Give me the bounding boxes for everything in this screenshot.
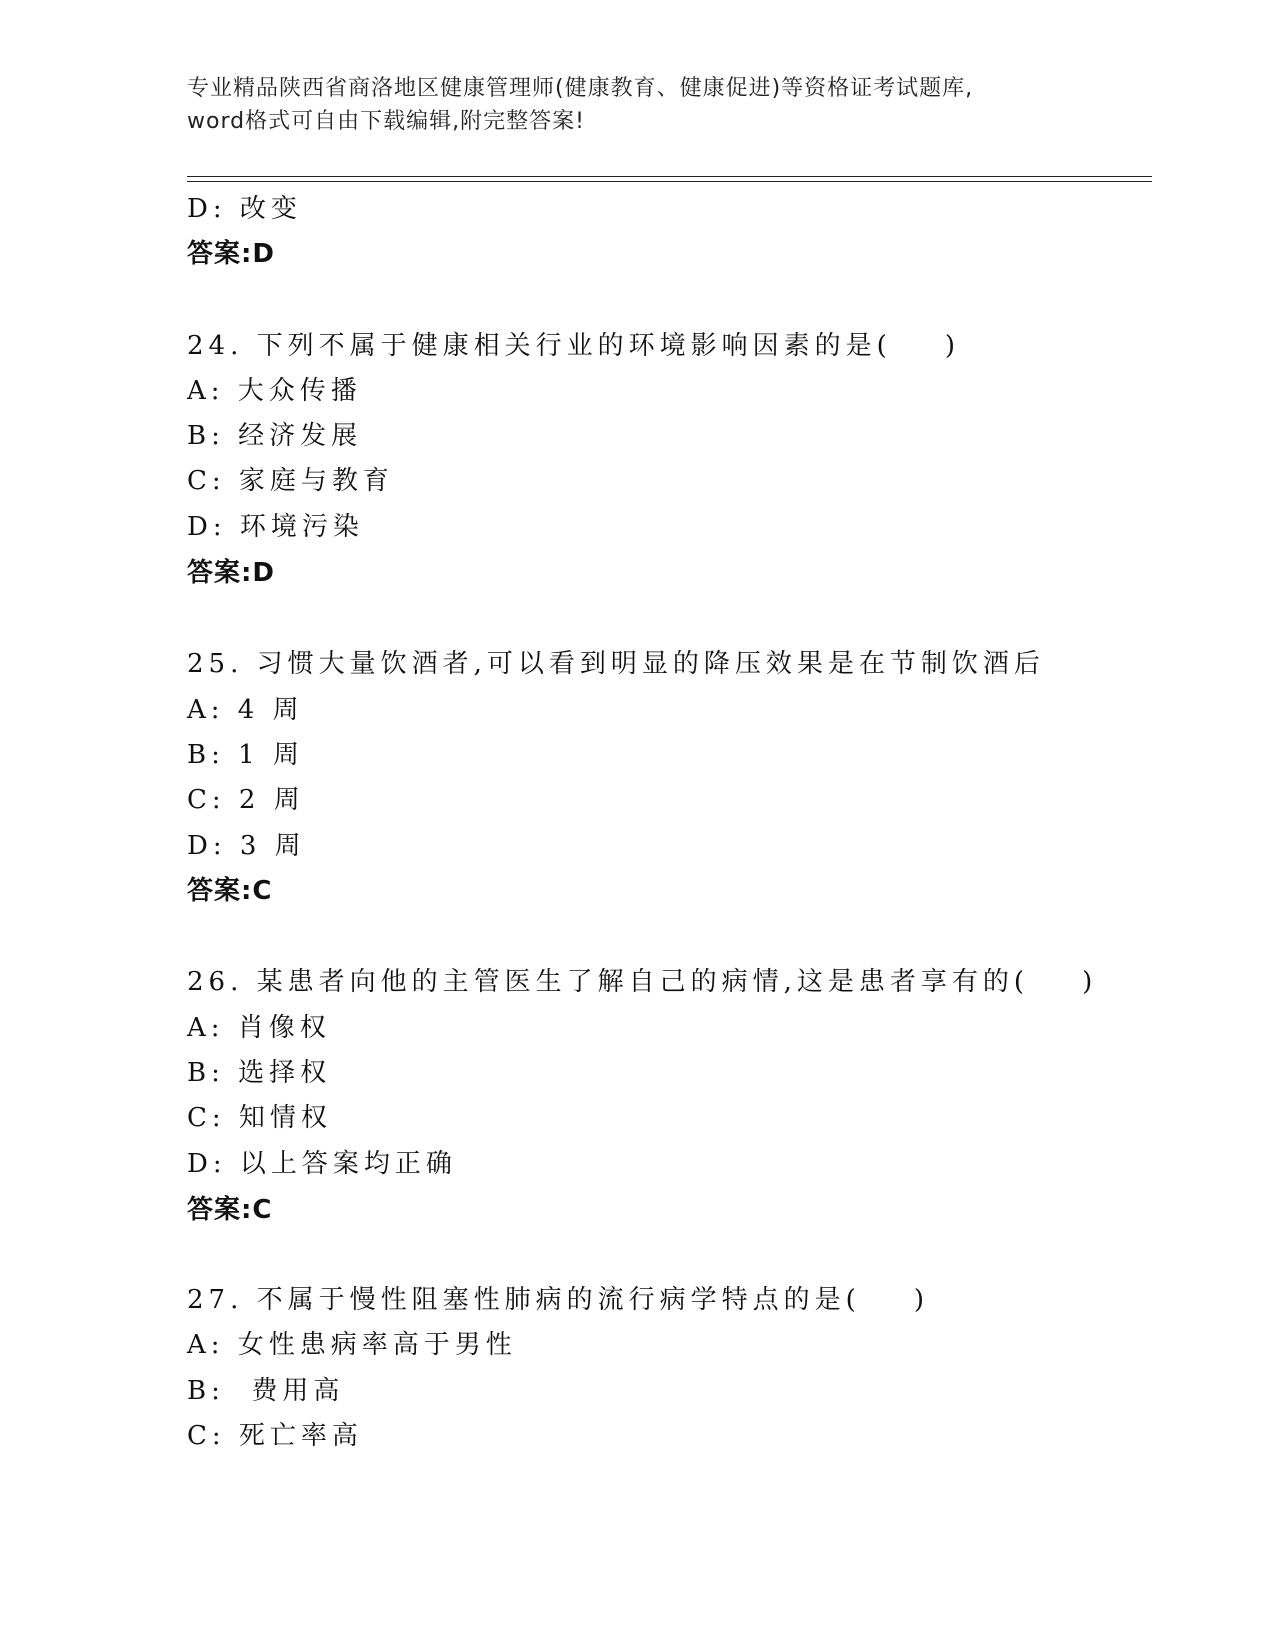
question-25-option-b: B: 1 周 [187,740,304,770]
question-26-option-c: C: 知情权 [187,1103,332,1133]
question-24-answer: 答案:D [187,558,275,588]
prev-answer: 答案:D [187,239,275,269]
question-25-option-c: C: 2 周 [187,785,305,815]
question-24-option-b: B: 经济发展 [187,421,363,451]
question-26-option-a: A: 肖像权 [187,1013,331,1043]
question-27-option-c: C: 死亡率高 [187,1421,363,1451]
document-header [187,72,1087,138]
question-27-option-a: A: 女性患病率高于男性 [187,1330,517,1360]
question-25-stem: 25. 习惯大量饮酒者,可以看到明显的降压效果是在节制饮酒后 [187,649,1045,679]
prev-option-d: D: 改变 [187,194,302,224]
header-line-1: 专业精品陕西省商洛地区健康管理师(健康教育、健康促进)等资格证考试题库, [187,76,974,101]
question-26-answer: 答案:C [187,1195,273,1225]
question-25-answer: 答案:C [187,876,273,906]
question-25-option-a: A: 4 周 [187,695,304,725]
question-25-option-d: D: 3 周 [187,831,306,861]
header-line-2: word格式可自由下载编辑,附完整答案! [187,109,585,134]
header-divider-top [187,176,1152,177]
question-27-option-b: B: 费用高 [187,1376,345,1406]
question-26-option-d: D: 以上答案均正确 [187,1149,457,1179]
question-26-option-b: B: 选择权 [187,1058,332,1088]
question-24-option-d: D: 环境污染 [187,512,364,542]
question-24-stem: 24. 下列不属于健康相关行业的环境影响因素的是( ) [187,331,960,361]
question-27-stem: 27. 不属于慢性阻塞性肺病的流行病学特点的是( ) [187,1285,929,1315]
header-divider-bottom [187,181,1152,182]
question-24-option-c: C: 家庭与教育 [187,466,394,496]
question-24-option-a: A: 大众传播 [187,376,362,406]
question-26-stem: 26. 某患者向他的主管医生了解自己的病情,这是患者享有的( ) [187,967,1098,997]
